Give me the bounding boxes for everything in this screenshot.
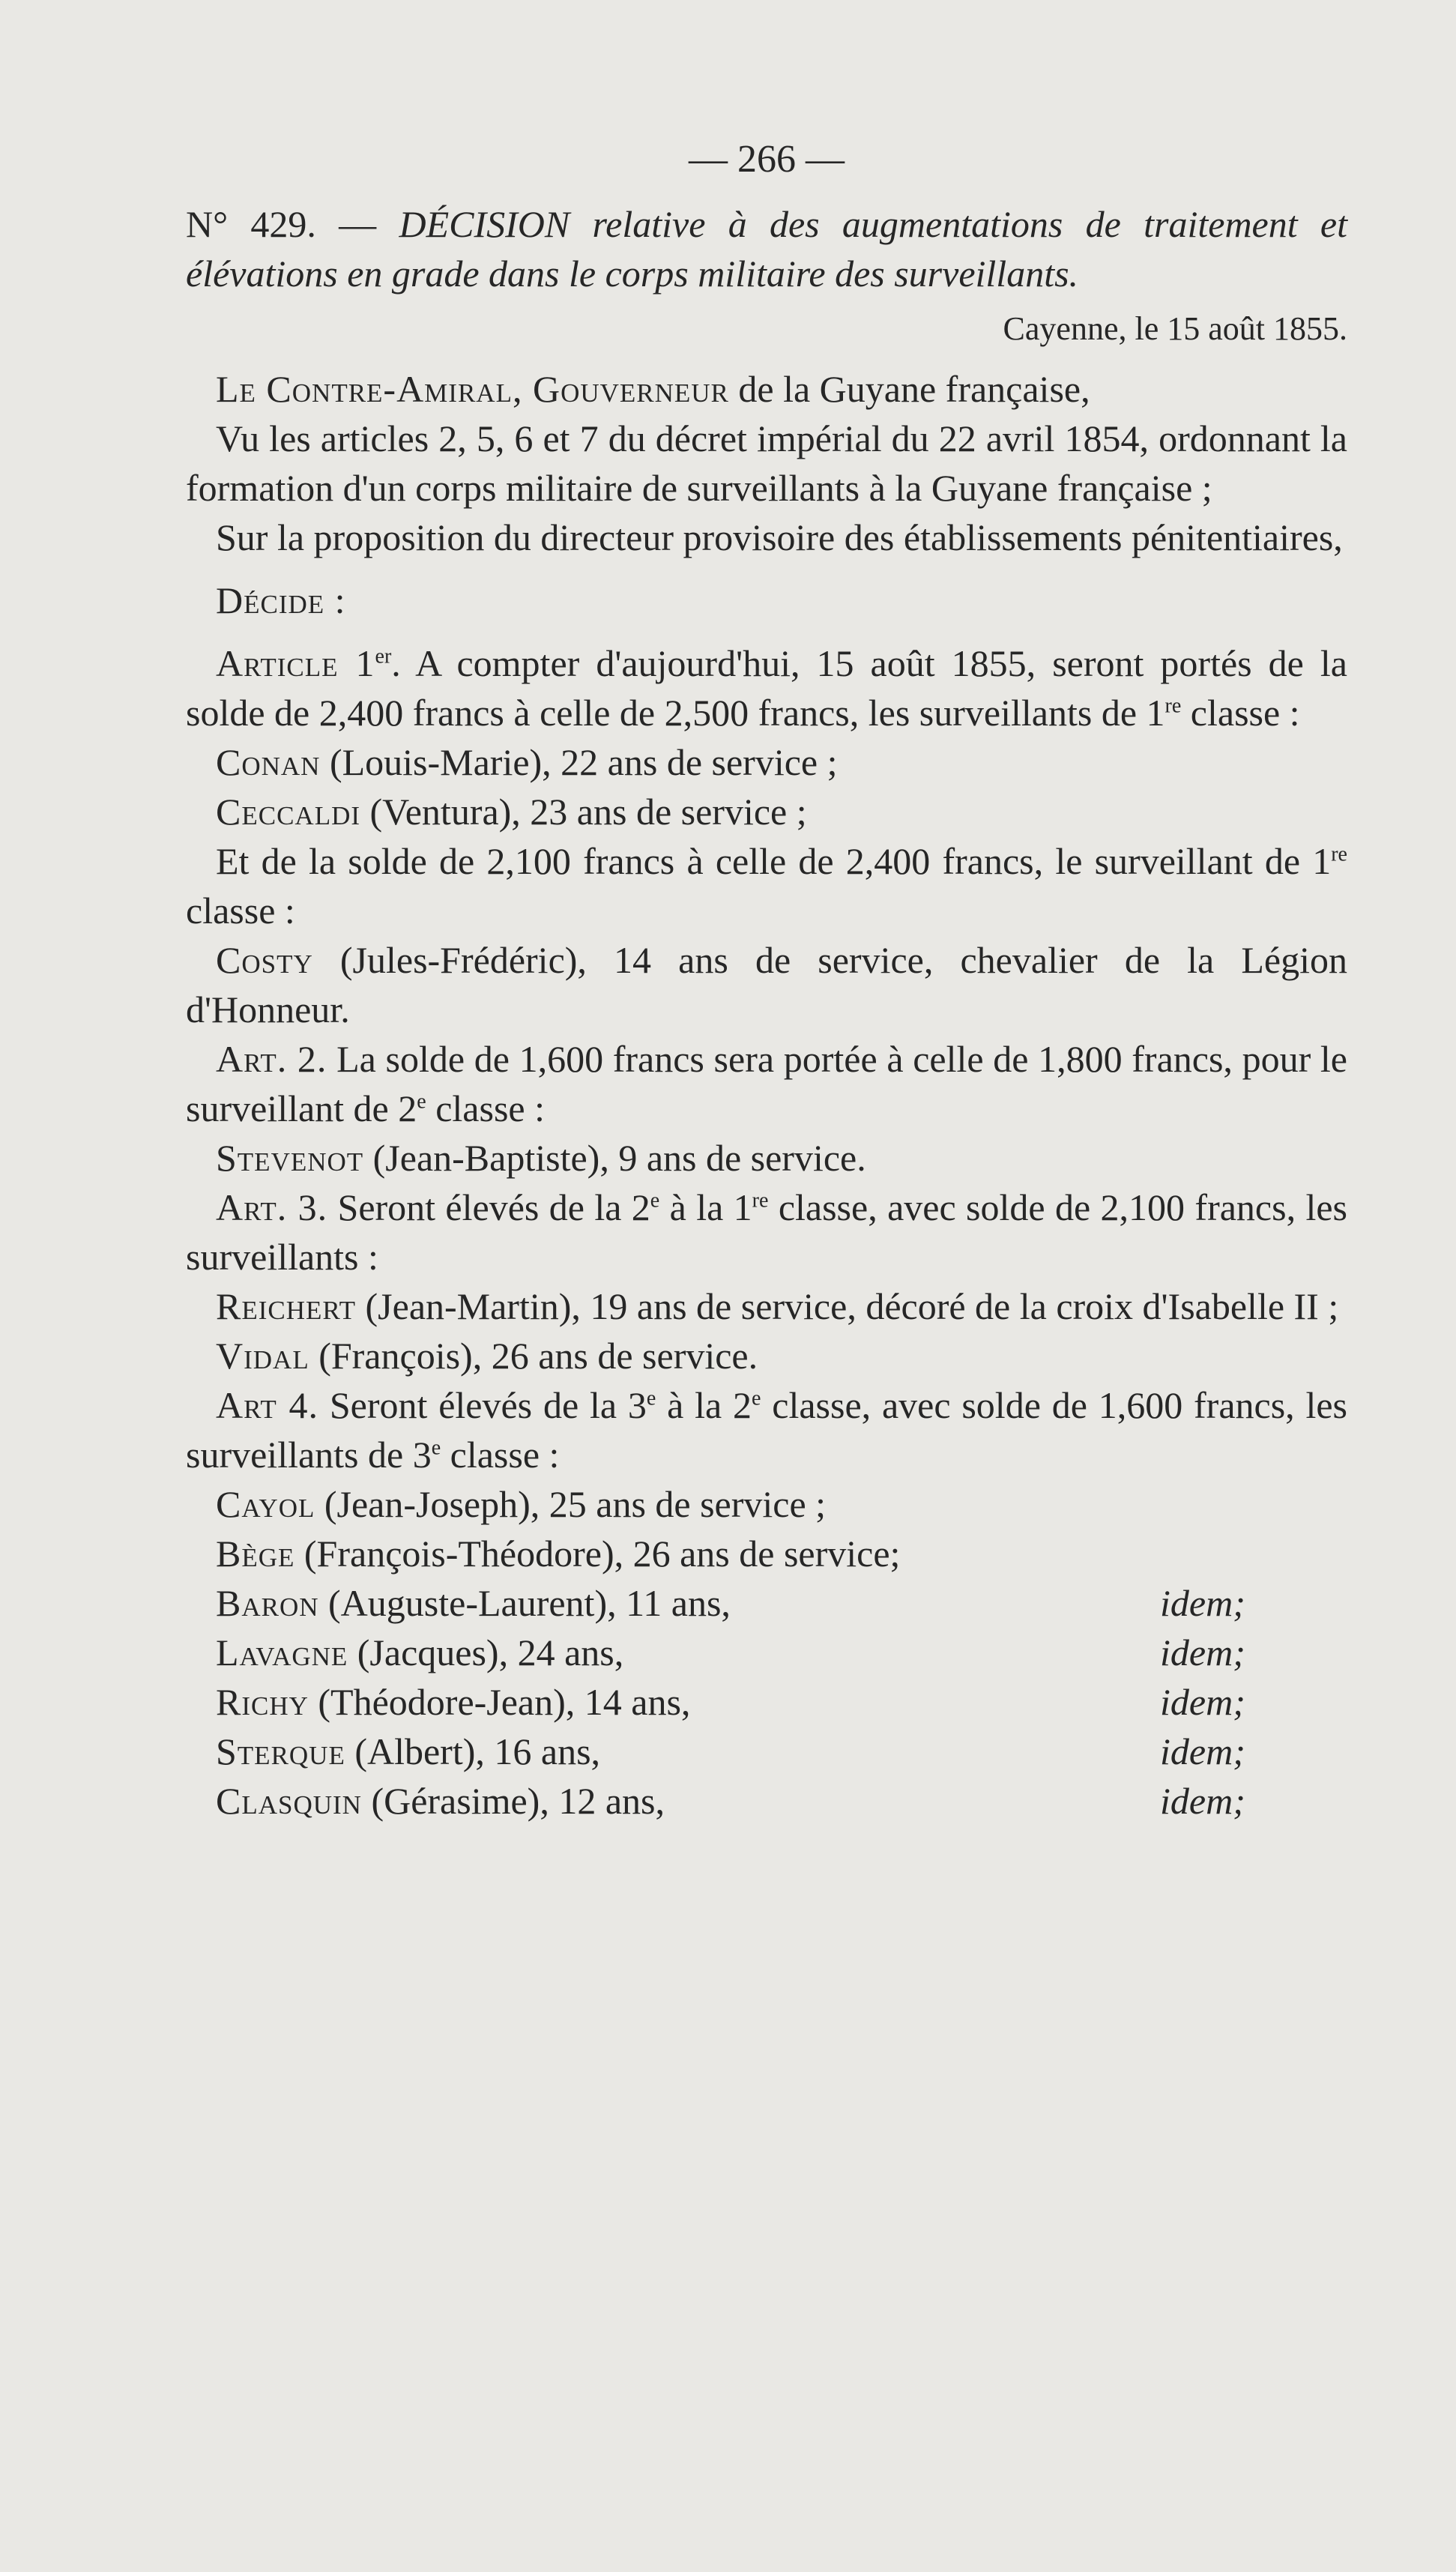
- person-detail: (Albert), 16 ans,: [345, 1730, 601, 1772]
- list-item: [216, 1628, 1347, 1677]
- et-text-a: Et de la solde de 2,100 francs à celle de 2,400 francs, le surveillant de 1: [216, 840, 1332, 882]
- person-line: [186, 1479, 1347, 1529]
- article-2-sup: e: [417, 1090, 426, 1114]
- article-3-label: Art. 3.: [216, 1186, 328, 1228]
- person-name: Conan: [216, 741, 321, 783]
- article-3-text-b: à la 1: [659, 1186, 752, 1228]
- person-name: Clasquin: [216, 1780, 362, 1822]
- person-name: Vidal: [216, 1335, 309, 1377]
- article-2-paragraph: [186, 1034, 1347, 1133]
- gouverneur-line: [186, 364, 1347, 414]
- date-line: Cayenne, le 15 août 1855.: [1003, 310, 1347, 347]
- article-3-paragraph: [186, 1183, 1347, 1282]
- article-4-text-a: Seront élevés de la 3: [318, 1384, 647, 1426]
- article-1-sup2: re: [1165, 694, 1182, 718]
- idem-note: idem;: [1160, 1681, 1245, 1723]
- idem-note: idem;: [1160, 1582, 1245, 1624]
- article-1-paragraph: [186, 639, 1347, 737]
- article-2-text-a: La solde de 1,600 francs sera portée à celle de 1,800 francs, pour le surveillant de 2: [186, 1038, 1347, 1129]
- person-line: [186, 1282, 1347, 1331]
- list-item: [216, 1776, 1347, 1826]
- person-detail: (Jacques), 24 ans,: [348, 1631, 624, 1673]
- person-name: Sterque: [216, 1730, 345, 1772]
- person-detail: (Jean-Martin), 19 ans de service, décoré de la croix d'Isabelle II ;: [356, 1285, 1339, 1327]
- gouverneur-rest: de la Guyane française,: [738, 368, 1090, 410]
- decision-word: DÉCISION: [399, 203, 570, 245]
- list-item: [216, 1677, 1347, 1727]
- article-1-label: Article 1: [216, 642, 375, 684]
- article-1-continuation: [186, 836, 1347, 935]
- decision-title: [186, 199, 1347, 298]
- sur-paragraph: Sur la proposition du directeur provisoire des établissements pénitentiaires,: [216, 516, 1343, 558]
- article-4-sup3: e: [431, 1436, 441, 1460]
- person-detail: (Gérasime), 12 ans,: [361, 1780, 665, 1822]
- person-name: Stevenot: [216, 1137, 364, 1179]
- article-4-label: Art 4.: [216, 1384, 319, 1426]
- text-block: [186, 135, 1347, 1826]
- person-name: Costy: [216, 939, 313, 981]
- article-3-sup2: re: [752, 1189, 769, 1213]
- decide-heading: Décide :: [216, 579, 346, 621]
- person-detail: (François), 26 ans de service.: [309, 1335, 758, 1377]
- article-4-text-c: classe, avec solde de 1,600 francs, les surveillants de 3: [186, 1384, 1348, 1476]
- person-line: [186, 737, 1347, 787]
- decision-number: N° 429. —: [186, 203, 377, 245]
- person-line: [186, 787, 1347, 836]
- idem-note: idem;: [1160, 1631, 1245, 1673]
- article-2-label: Art. 2.: [216, 1038, 327, 1080]
- person-name: Baron: [216, 1582, 319, 1624]
- person-detail: (Théodore-Jean), 14 ans,: [308, 1681, 691, 1723]
- person-detail: (Jules-Frédéric), 14 ans de service, chevalier de la Légion d'Honneur.: [186, 939, 1347, 1030]
- vu-paragraph: Vu les articles 2, 5, 6 et 7 du décret impérial du 22 avril 1854, ordonnant la formation d'un corps militaire de surveillants à la Guyane française ;: [186, 417, 1347, 509]
- person-detail: (Auguste-Laurent), 11 ans,: [318, 1582, 731, 1624]
- person-name: Richy: [216, 1681, 309, 1723]
- idem-note: idem;: [1160, 1780, 1245, 1822]
- article-4-sup2: e: [752, 1386, 761, 1410]
- article-1-sup: er: [375, 644, 392, 668]
- article-4-text-b: à la 2: [656, 1384, 752, 1426]
- person-line: [186, 1133, 1347, 1183]
- person-detail: (François-Théodore), 26 ans de service;: [294, 1533, 901, 1575]
- article-1-text-a: . A compter d'aujourd'hui, 15 août 1855, seront portés de la solde de 2,400 francs à celle de 2,500 francs, les surveillants de 1: [186, 642, 1347, 734]
- article-4-paragraph: [186, 1380, 1347, 1479]
- person-name: Lavagne: [216, 1631, 348, 1673]
- article-3-text-a: Seront élevés de la 2: [327, 1186, 650, 1228]
- person-detail: (Jean-Joseph), 25 ans de service ;: [315, 1483, 827, 1525]
- article-3-sup1: e: [650, 1189, 660, 1213]
- article-4-text-d: classe :: [441, 1434, 560, 1476]
- article-4-sup1: e: [646, 1386, 656, 1410]
- person-name: Bège: [216, 1533, 295, 1575]
- article-3-text-c: classe, avec solde de 2,100 francs, les surveillants :: [186, 1186, 1348, 1278]
- list-item: [216, 1727, 1347, 1776]
- page-number: — 266 —: [689, 138, 845, 181]
- article-1-text-b: classe :: [1181, 692, 1300, 734]
- person-name: Cayol: [216, 1483, 315, 1525]
- person-line: [186, 1331, 1347, 1380]
- person-line: [186, 935, 1347, 1034]
- decision-subject: relative à des augmentations de traitement et élévations en grade dans le corps militaire des surveillants.: [186, 203, 1348, 295]
- idem-note: idem;: [1160, 1730, 1245, 1772]
- person-detail: (Ventura), 23 ans de service ;: [360, 791, 807, 833]
- article-2-text-b: classe :: [426, 1087, 545, 1129]
- person-name: Reichert: [216, 1285, 357, 1327]
- et-text-b: classe :: [186, 890, 295, 932]
- person-name: Ceccaldi: [216, 791, 361, 833]
- gouverneur-name: Le Contre-Amiral, Gouverneur: [216, 368, 729, 410]
- list-item: [216, 1578, 1347, 1628]
- list-item: [216, 1529, 1347, 1578]
- et-sup: re: [1331, 842, 1347, 866]
- person-detail: (Louis-Marie), 22 ans de service ;: [320, 741, 838, 783]
- person-detail: (Jean-Baptiste), 9 ans de service.: [363, 1137, 866, 1179]
